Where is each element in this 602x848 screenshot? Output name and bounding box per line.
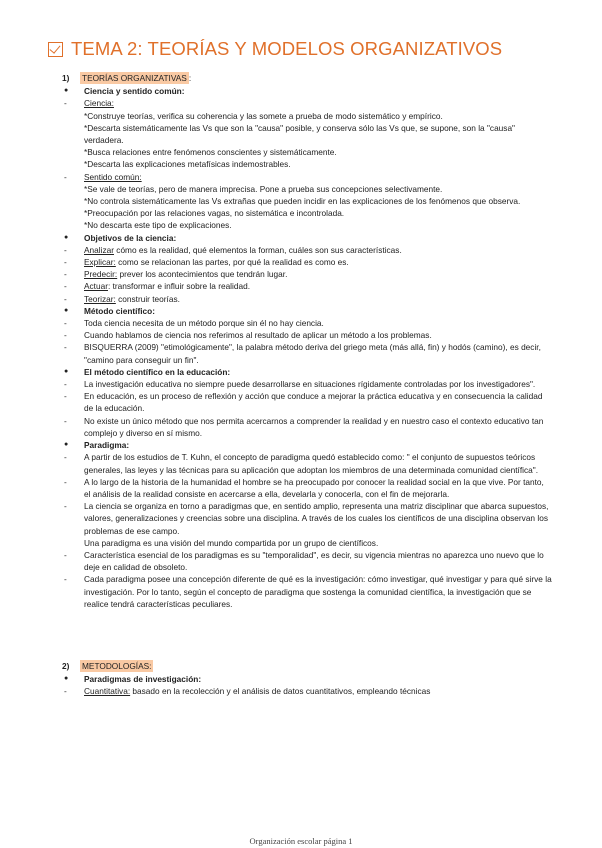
- list-item-continuation: Una paradigma es una visión del mundo compartida por un grupo de científicos.: [84, 537, 379, 548]
- checkbox-icon: [48, 42, 63, 57]
- dash-icon: -: [64, 281, 67, 292]
- dash-icon: -: [64, 476, 67, 487]
- page-title: TEMA 2: TEORÍAS Y MODELOS ORGANIZATIVOS: [71, 38, 503, 59]
- page-footer: Organización escolar página 1: [249, 836, 353, 846]
- dash-icon: -: [64, 293, 67, 304]
- dash-icon: -: [64, 501, 67, 512]
- list-item: *No controla sistemáticamente las Vs extrañas que pueden incidir en las explicaciones de los fenómenos que observa.: [84, 196, 521, 207]
- list-item: *Descarta sistemáticamente las Vs que son la "causa" posible, y conserva sólo las Vs que, se supone, son la "causa" verdadera.: [84, 122, 516, 146]
- section-number: 2): [62, 660, 70, 671]
- list-item: *Descarta las explicaciones metafísicas indemostrables.: [84, 159, 291, 170]
- bullet-paradigmas: [62, 673, 552, 685]
- list-item: - BISQUERRA (2009) "etimológicamente", la palabra método deriva del griego meta (más allá, fin) y hodós (camino), es decir, "camino para conseguir un fin".: [64, 342, 541, 365]
- bullet-educacion: [62, 366, 552, 378]
- dash-icon: -: [64, 98, 67, 109]
- list-item: - Predecir: prever los acontecimientos que tendrán lugar.: [64, 269, 288, 280]
- bullet-icon: ●: [64, 233, 69, 241]
- list-item: - A lo largo de la historia de la humanidad el hombre se ha preocupado por conocer la realidad social en la que vive. Por tanto, el análisis de la realidad consiste en acercarse a ella, develarla y conocerla, con el fin de mejorarla.: [64, 476, 544, 499]
- bullet-heading: Paradigma:: [84, 440, 130, 451]
- bullet-paradigma: [62, 439, 552, 451]
- dash-icon: -: [64, 257, 67, 268]
- dash-icon: -: [64, 415, 67, 426]
- list-item: - A partir de los estudios de T. Kuhn, el concepto de paradigma quedó establecido como: " el conjunto de supuestos teóricos generales, las leyes y las técnicas para su aplicación que adoptan los miembros de una determinada comunidad científica".: [64, 452, 539, 475]
- bullet-objetivos: [62, 232, 552, 244]
- list-item: *No descarta este tipo de explicaciones.: [84, 220, 232, 231]
- spacer: [62, 610, 552, 660]
- list-item: - Cuantitativa: basado en la recolección y el análisis de datos cuantitativos, empleando técnicas: [64, 686, 431, 697]
- dash-item-ciencia: [62, 97, 552, 109]
- bullet-icon: ●: [64, 306, 69, 314]
- subheading: Sentido común:: [84, 171, 142, 182]
- bullet-heading: Método científico:: [84, 305, 155, 316]
- list-item: - La ciencia se organiza en torno a paradigmas que, en sentido amplio, representa una matriz disciplinar que abarca supuestos, valores, generalizaciones y creencias sobre una disciplina. A través de los cuales los científicos de una disciplina observan los problemas de ese campo.: [64, 501, 549, 536]
- list-item: - Cuando hablamos de ciencia nos referimos al resultado de aplicar un método a los problemas.: [64, 330, 432, 341]
- list-item: - Explicar: como se relacionan las partes, por qué la realidad es como es.: [64, 257, 349, 268]
- list-item: - Cada paradigma posee una concepción diferente de qué es la investigación: cómo investigar, qué investigar y para qué sirve la investigación. Por lo tanto, según el concepto de paradigma que sostenga la comunidad científica, la investigación que se realice tendrá características peculiares.: [64, 574, 552, 609]
- bullet-heading: El método científico en la educación:: [84, 366, 231, 377]
- section-1-heading: 1) TEORÍAS ORGANIZATIVAS :: [62, 73, 192, 83]
- dash-icon: -: [64, 379, 67, 390]
- document-body: [62, 72, 552, 698]
- page-title-row: [48, 38, 502, 60]
- dash-icon: -: [64, 452, 67, 463]
- sentido-list: [62, 183, 552, 232]
- bullet-icon: ●: [64, 441, 69, 449]
- list-item: - Característica esencial de los paradigmas es su "temporalidad", es decir, su vigencia mientras no aparezca uno nuevo que lo deje en calidad de obsoleto.: [64, 549, 544, 573]
- list-item: *Busca relaciones entre fenómenos conscientes y sistemáticamente.: [84, 147, 337, 158]
- section-title: METODOLOGÍAS:: [82, 660, 152, 671]
- bullet-icon: ●: [64, 367, 69, 375]
- dash-icon: -: [64, 171, 67, 182]
- dash-icon: -: [64, 269, 67, 280]
- bullet-metodo: [62, 305, 552, 317]
- dash-icon: -: [64, 549, 67, 560]
- bullet-heading: Objetivos de la ciencia:: [84, 232, 177, 243]
- dash-icon: -: [64, 318, 67, 329]
- section-title: TEORÍAS ORGANIZATIVAS: [82, 73, 187, 83]
- bullet-heading: Ciencia y sentido común:: [84, 86, 185, 97]
- list-item: - Analizar cómo es la realidad, qué elementos la forman, cuáles son sus características.: [64, 244, 402, 255]
- list-item: - La investigación educativa no siempre puede desarrollarse en situaciones rígidamente controladas por los investigadores".: [64, 379, 536, 390]
- dash-icon: -: [64, 391, 67, 402]
- list-item: - En educación, es un proceso de reflexión y acción que conduce a mejorar la práctica educativa y en consecuencia la calidad de la educación.: [64, 391, 543, 414]
- bullet-ciencia: [62, 85, 552, 97]
- list-item: - Actuar: transformar e influir sobre la realidad.: [64, 281, 251, 292]
- dash-icon: -: [64, 342, 67, 353]
- ciencia-list: [62, 110, 552, 171]
- section-number: 1): [62, 73, 70, 83]
- bullet-heading: Paradigmas de investigación:: [84, 674, 202, 685]
- dash-icon: -: [64, 244, 67, 255]
- bullet-icon: ●: [64, 675, 69, 683]
- list-item: - No existe un único método que nos permita acercarnos a comprender la realidad y en nuestro caso el contexto educativo tan complejo y diverso en sí mismo.: [64, 415, 544, 438]
- dash-icon: -: [64, 330, 67, 341]
- list-item: - Teorizar: construir teorías.: [64, 293, 180, 304]
- bullet-icon: ●: [64, 87, 69, 95]
- subheading: Ciencia:: [84, 98, 114, 109]
- dash-icon: -: [64, 574, 67, 585]
- dash-icon: -: [64, 686, 67, 697]
- list-item: - Toda ciencia necesita de un método porque sin él no hay ciencia.: [64, 318, 324, 329]
- list-item: *Construye teorías, verifica su coherencia y las somete a prueba de modo sistemático y empírico.: [84, 110, 443, 121]
- dash-item-sentido: [62, 171, 552, 183]
- list-item: *Preocupación por las relaciones vagas, no sistemática e incontrolada.: [84, 208, 345, 219]
- section-2-heading: [62, 660, 552, 672]
- list-item: *Se vale de teorías, pero de manera imprecisa. Pone a prueba sus concepciones selectivamente.: [84, 183, 443, 194]
